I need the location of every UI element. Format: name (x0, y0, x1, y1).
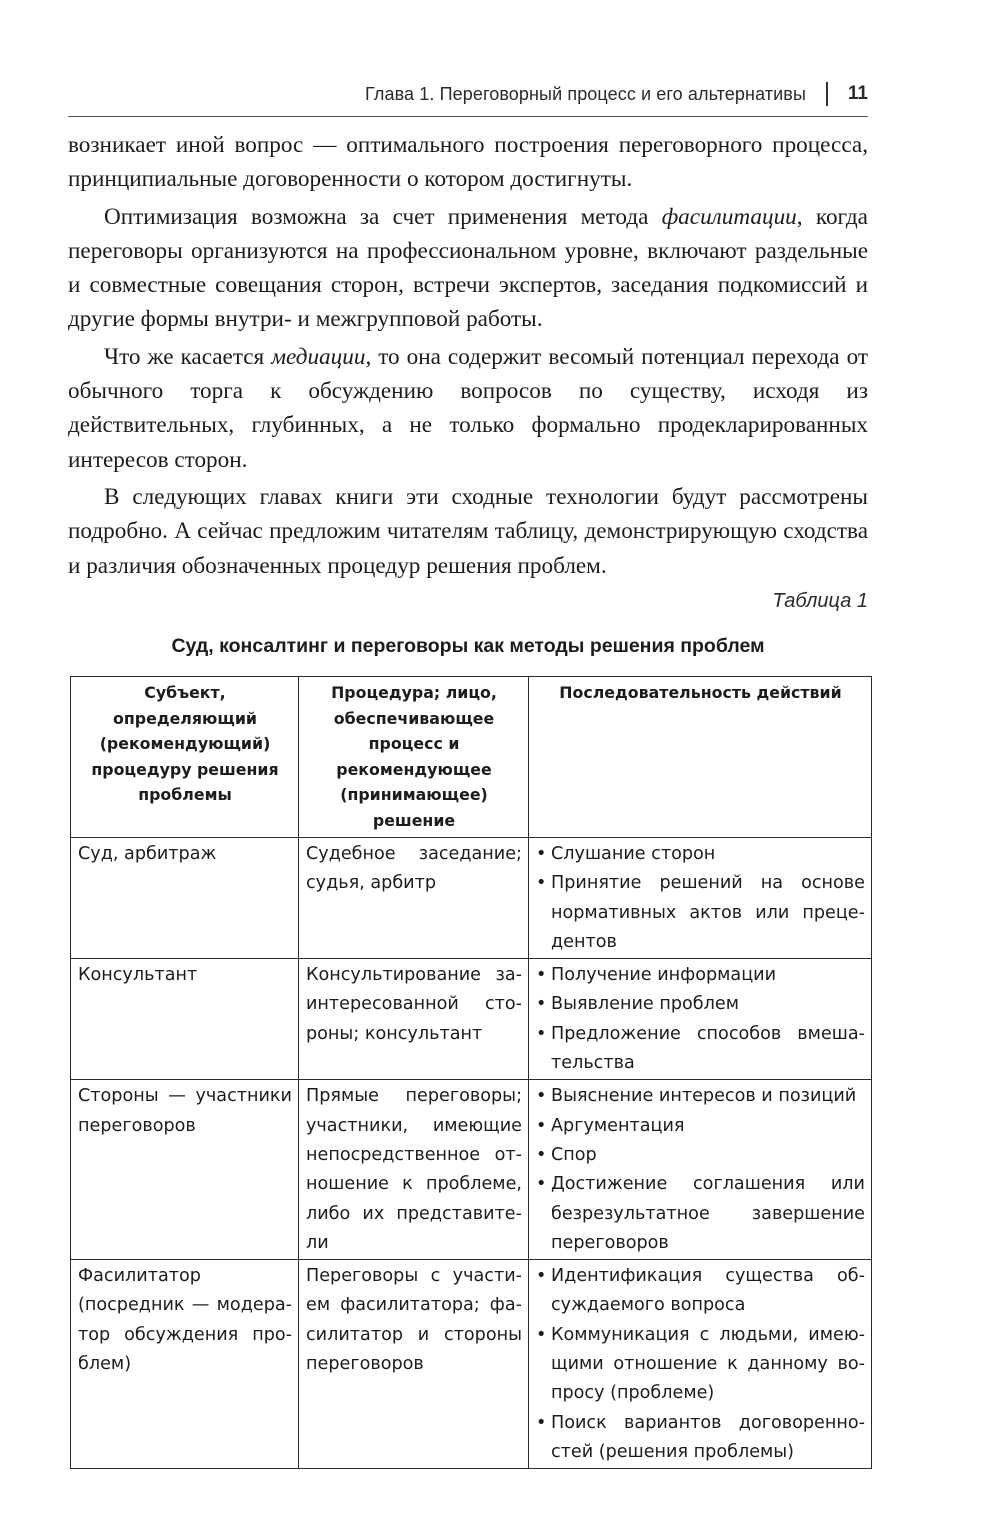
action-text: Коммуникация с людьми, имеющими отношение к данному вопросу (проблеме) (551, 1324, 865, 1404)
cell-text: Фасилитатор (посредник — модератор обсуждения проблем) (78, 1266, 292, 1375)
bullet-icon: • (536, 1086, 547, 1107)
cell-subject (71, 1080, 299, 1260)
list-item (536, 869, 865, 957)
bullet-icon: • (536, 994, 547, 1015)
cell-text: Судебное заседание; судья, арбитр (306, 844, 522, 894)
bullet-icon: • (536, 1324, 547, 1345)
list-item (536, 1170, 865, 1258)
cell-actions (529, 838, 872, 959)
action-text: Идентификация существа обсуждаемого вопроса (551, 1266, 865, 1316)
action-text: Предложение способов вмешательства (551, 1023, 865, 1074)
paragraph-text: Оптимизация возможна за счет применения метода (104, 203, 662, 230)
bullet-icon: • (536, 1144, 547, 1165)
term-mediation: медиации (271, 343, 366, 370)
cell-text: Стороны — участники переговоров (78, 1086, 292, 1136)
list-item (536, 1082, 865, 1111)
table-row (71, 1260, 872, 1469)
bullet-icon: • (536, 1115, 547, 1136)
term-facilitation: фасилитации (661, 203, 797, 230)
list-item (536, 1409, 865, 1468)
cell-text: Консультант (78, 965, 198, 986)
action-text: Принятие решений на основе нормативных актов или прецедентов (551, 873, 865, 952)
action-text: Выяснение интересов и позиций (551, 1086, 857, 1107)
bullet-icon: • (536, 873, 547, 894)
bullet-icon: • (536, 1174, 547, 1195)
actions-list (536, 840, 865, 957)
list-item (536, 1262, 865, 1321)
bullet-icon: • (536, 1023, 547, 1044)
actions-list (536, 1262, 865, 1467)
header-divider (826, 82, 828, 106)
chapter-title: Глава 1. Переговорный процесс и его альтернативы (365, 84, 806, 104)
methods-table (70, 676, 872, 1469)
cell-actions (529, 1080, 872, 1260)
paragraph (68, 340, 868, 477)
body-text (68, 128, 868, 583)
list-item (536, 1321, 865, 1409)
paragraph-text: Что же касается (104, 343, 272, 370)
actions-list (536, 1082, 865, 1258)
cell-subject (71, 959, 299, 1080)
actions-list (536, 961, 865, 1078)
table-row (71, 838, 872, 959)
action-text: Достижение соглашения или безрезультатное завершение переговоров (551, 1174, 865, 1253)
list-item (536, 1141, 865, 1170)
header-actions: Последовательность действий (529, 677, 872, 838)
action-text: Слушание сторон (551, 844, 716, 864)
action-text: Спор (551, 1144, 597, 1165)
list-item (536, 1020, 865, 1079)
cell-text: Консультирование заинтересованной стороны; консультант (306, 965, 522, 1044)
header-procedure: Процедура; лицо, обеспечивающее процесс и рекомендующее (принимающее) решение (299, 677, 529, 838)
header-subject: Субъект, определяющий (рекомендующий) процедуру решения проблемы (71, 677, 299, 838)
bullet-icon: • (536, 965, 547, 986)
action-text: Поиск вариантов договоренностей (решения проблемы) (551, 1412, 865, 1462)
cell-procedure (299, 959, 529, 1080)
action-text: Выявление проблем (551, 994, 739, 1015)
table-row (71, 1080, 872, 1260)
table-label: Таблица 1 (772, 590, 868, 612)
paragraph-text: , то она содержит весомый потенциал перехода от обычного торга к обсуждению вопросов по существу, исходя из действительных, глубинных, а не только формально продекларированных интересов сторон. (68, 343, 868, 473)
cell-subject (71, 838, 299, 959)
header-rule (68, 116, 868, 117)
cell-procedure (299, 838, 529, 959)
paragraph (68, 200, 868, 337)
cell-actions (529, 959, 872, 1080)
bullet-icon: • (536, 844, 547, 864)
action-text: Аргументация (551, 1115, 685, 1136)
table-title: Суд, консалтинг и переговоры как методы решения проблем (171, 635, 765, 657)
paragraph: возникает иной вопрос — оптимального построения переговорного процесса, принципиальные договоренности о котором достигнуты. (68, 132, 868, 193)
table-row (71, 959, 872, 1080)
page-number: 11 (847, 83, 868, 104)
list-item (536, 990, 865, 1019)
table-header-row (71, 677, 872, 838)
list-item (536, 1112, 865, 1141)
paragraph-text: , когда переговоры организуются на профессиональном уровне, включают раздельные и совместные совещания сторон, встречи экспертов, заседания подкомиссий и другие формы внутри- и межгрупповой работы. (68, 203, 868, 333)
cell-subject (71, 1260, 299, 1469)
cell-text: Переговоры с участием фасилитатора; фасилитатор и стороны переговоров (306, 1266, 522, 1375)
list-item (536, 840, 865, 869)
bullet-icon: • (536, 1266, 547, 1287)
cell-procedure (299, 1260, 529, 1469)
list-item (536, 961, 865, 990)
cell-procedure (299, 1080, 529, 1260)
cell-text: Суд, арбитраж (78, 844, 217, 864)
running-header (68, 84, 868, 114)
bullet-icon: • (536, 1412, 547, 1433)
cell-text: Прямые переговоры; участники, имеющие непосредственное отношение к проблеме, либо их представители (306, 1086, 522, 1253)
action-text: Получение информации (551, 965, 777, 986)
paragraph: В следующих главах книги эти сходные технологии будут рассмотрены подробно. А сейчас предложим читателям таблицу, демонстрирующую сходства и различия обозначенных процедур решения проблем. (68, 483, 868, 579)
cell-actions (529, 1260, 872, 1469)
